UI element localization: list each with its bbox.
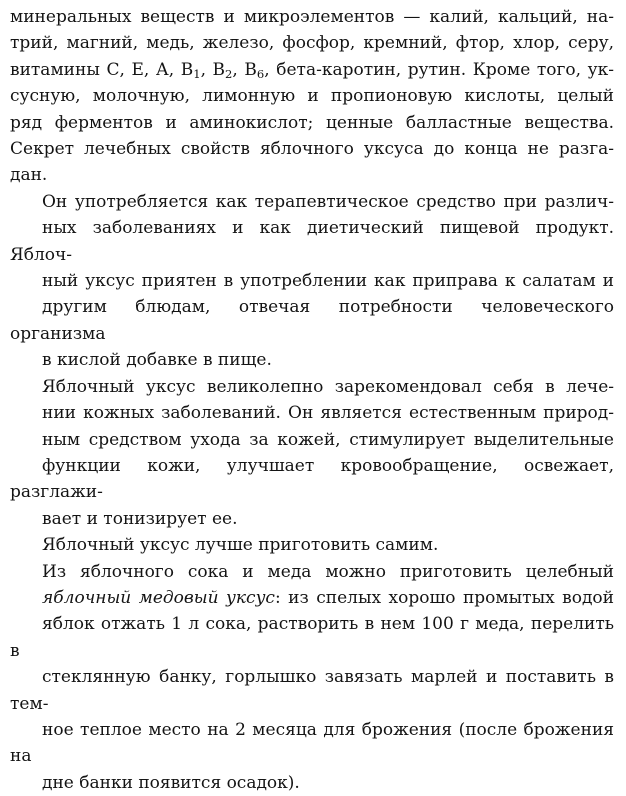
text-line: ный уксус приятен в употреблении как приправа к салатам и	[42, 271, 614, 292]
text-line: стеклянную банку, горлышко завязать марлей и поставить в тем-	[10, 667, 614, 714]
text-line: в кислой добавке в пище.	[42, 350, 272, 371]
paragraph	[10, 559, 614, 796]
text-line: Секрет лечебных свойств яблочного уксуса до конца не разга-	[10, 139, 614, 160]
text-line: другим блюдам, отвечая потребности человеческого организма	[10, 297, 614, 344]
text-line	[10, 57, 614, 83]
text-line: ным средством ухода за кожей, стимулирует выделительные	[42, 429, 614, 450]
text-line: минеральных веществ и микроэлементов — калий, кальций, на-	[10, 7, 614, 27]
paragraph	[10, 189, 614, 374]
text-run: , бета-каротин, рутин. Кроме того, ук-	[264, 59, 614, 80]
text-line: ных заболеваниях и как диетический пищевой продукт. Яблоч-	[10, 218, 614, 265]
text-line	[10, 585, 614, 611]
text-line: сусную, молочную, лимонную и пропионовую кислоты, целый	[10, 86, 614, 107]
subscript: 6	[256, 66, 265, 81]
text-line: дан.	[10, 165, 48, 186]
text-run: , В	[232, 59, 257, 80]
text-line: Яблочный уксус лучше приготовить самим.	[42, 535, 439, 556]
text-run: : из спелых хорошо промытых водой	[274, 587, 614, 608]
italic-term: яблочный медовый уксус	[42, 587, 275, 608]
text-line: трий, магний, медь, железо, фосфор, кремний, фтор, хлор, серу,	[10, 33, 614, 54]
paragraph	[10, 4, 614, 189]
subscript: 1	[193, 66, 201, 81]
text-line: ряд ферментов и аминокислот; ценные балластные вещества.	[10, 112, 614, 133]
document-page	[10, 4, 614, 796]
paragraph	[10, 374, 614, 532]
text-line: нии кожных заболеваний. Он является естественным природ-	[42, 403, 614, 424]
text-line: Яблочный уксус великолепно зарекомендовал себя в лече-	[42, 376, 614, 397]
text-line: функции кожи, улучшает кровообращение, освежает, разглажи-	[10, 455, 614, 503]
text-run: , В	[200, 59, 226, 80]
text-line: Он употребляется как терапевтическое средство при различ-	[42, 191, 614, 212]
text-line: Из яблочного сока и меда можно приготовить целебный	[42, 561, 614, 582]
text-run: витамины С, Е, А, В	[10, 59, 194, 80]
paragraph	[10, 532, 614, 558]
subscript: 2	[225, 66, 233, 81]
text-line: ное теплое место на 2 месяца для брожения (после брожения на	[10, 719, 614, 767]
text-line: дне банки появится осадок).	[42, 772, 300, 793]
text-line: яблок отжать 1 л сока, растворить в нем 100 г меда, перелить в	[10, 614, 614, 661]
text-line: вает и тонизирует ее.	[42, 508, 238, 529]
